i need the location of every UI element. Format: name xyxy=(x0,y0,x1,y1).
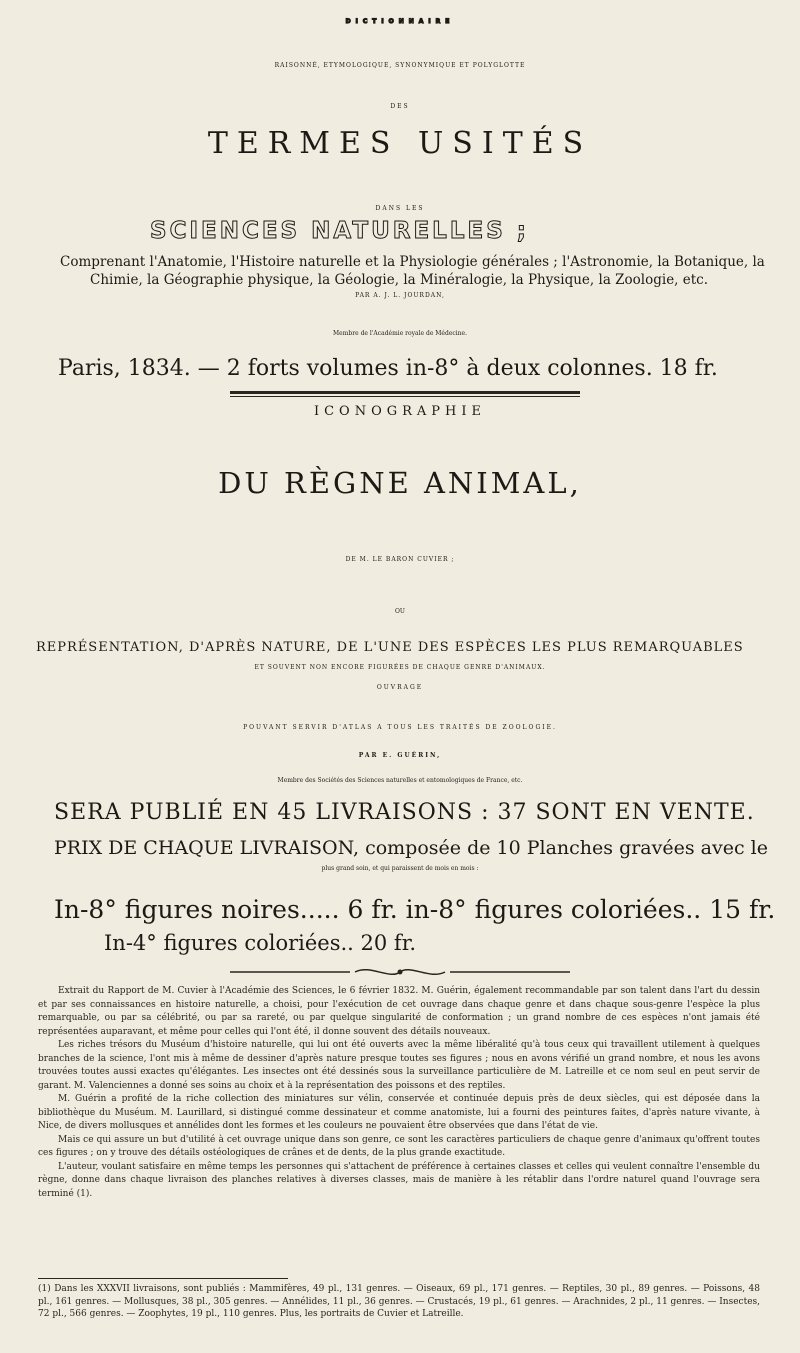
comprenant-line-2: Chimie, la Géographie physique, la Géologie, la Minéralogie, la Physique, la Zoologie, etc. xyxy=(90,272,709,288)
report-paragraph: M. Guérin a profité de la riche collection des miniatures sur vélin, conservée et continuée depuis près de deux siècles, qui est déposée dans la bibliothèque du Muséum. M. Laurillard, si distingué comme dessinateur et comme anatomiste, lui a fourni des peintures faites, d'après nature vivante, à Nice, de divers mollusques et annélides dont les formes et les couleurs ne pouvaient être observées que dans l'état de vie. xyxy=(38,1094,760,1131)
representation-line-2: ET SOUVENT NON ENCORE FIGURÉES DE CHAQUE GENRE D'ANIMAUX. xyxy=(254,664,546,671)
price-line-2: plus grand soin, et qui paraissent de mois en mois : xyxy=(321,865,479,872)
des-label: DES xyxy=(390,103,410,110)
author-guerin: PAR E. GUÉRIN, xyxy=(358,752,442,759)
dictionnaire-heading: DICTIONNAIRE xyxy=(345,18,455,25)
publication-info: Paris, 1834. — 2 forts volumes in-8° à deux colonnes. 18 fr. xyxy=(58,356,718,381)
iconographie-title: ICONOGRAPHIE xyxy=(313,404,487,419)
comprenant-line-1: Comprenant l'Anatomie, l'Histoire naturelle et la Physiologie générales ; l'Astronomie, la Botanique, la xyxy=(60,254,765,270)
footnote-rule xyxy=(38,1278,288,1279)
report-paragraph: L'auteur, voulant satisfaire en même temps les personnes qui s'attachent de préférence à certaines classes et celles qui veulent connaître l'ensemble du règne, donne dans chaque livraison des planches relatives à diverses classes, mais de manière à les rétablir dans l'ordre naturel quand l'ouvrage sera terminé (1). xyxy=(38,1161,760,1199)
dictionnaire-subtitle: RAISONNÉ, ETYMOLOGIQUE, SYNONYMIQUE ET POLYGLOTTE xyxy=(274,62,526,69)
pouvant-servir-line: POUVANT SERVIR D'ATLAS A TOUS LES TRAITÉS DE ZOOLOGIE. xyxy=(243,724,557,731)
author-membership: Membre de l'Académie royale de Médecine. xyxy=(333,330,467,337)
price-line-1: PRIX DE CHAQUE LIVRAISON, composée de 10 Planches gravées avec le xyxy=(54,837,768,859)
report-extract xyxy=(38,985,760,1201)
regne-animal-title: DU RÈGNE ANIMAL, xyxy=(218,466,582,500)
report-paragraph: Mais ce qui assure un but d'utilité à cet ouvrage unique dans son genre, ce sont les caractères particuliers de chaque genre d'animaux qu'offrent toutes ces figures ; on y trouve des détails ostéologiques de crânes et de dents, de la plus grande exactitude. xyxy=(38,1134,760,1158)
publication-series-line: SERA PUBLIÉ EN 45 LIVRAISONS : 37 SONT EN VENTE. xyxy=(54,800,755,825)
footnote: (1) Dans les XXXVII livraisons, sont publiés : Mammifères, 49 pl., 131 genres. — Oiseaux, 69 pl., 171 genres. — Reptiles, 30 pl., 89 genres. — Poissons, 48 pl., 161 genres. — Mollusques, 38 pl., 305 genres. — Annélides, 11 pl., 36 genres. — Crustacés, 19 pl., 61 genres. — Arachnides, 2 pl., 11 genres. — Insectes, 72 pl., 566 genres. — Zoophytes, 19 pl., 110 genres. Plus, les portraits de Cuvier et Latreille. xyxy=(38,1284,761,1319)
guerin-membership: Membre des Sociétés des Sciences naturelles et entomologiques de France, etc. xyxy=(277,777,523,784)
representation-line-1: REPRÉSENTATION, D'APRÈS NATURE, DE L'UNE DES ESPÈCES LES PLUS REMARQUABLES xyxy=(36,640,744,655)
report-paragraph: Les riches trésors du Muséum d'histoire naturelle, qui lui ont été ouverts avec la même libéralité qu'à tous ceux qui travaillent utilement à quelques branches de la science, l'ont mis à même de dessiner d'après nature presque toutes ses figures ; nous en avons vérifié un grand nombre, et nous les avons trouvées toutes aussi exactes qu'élégantes. Les insectes ont été dessinés sous la surveillance particulière de M. Latreille et ce nom seul en peut servir de garant. M. Valenciennes a donné ses soins au choix et à la représentation des poissons et des reptiles. xyxy=(38,1040,760,1091)
author-jourdan: PAR A. J. L. JOURDAN, xyxy=(355,292,445,299)
ouvrage-heading: OUVRAGE xyxy=(376,684,424,691)
section-divider-thin xyxy=(230,396,580,397)
section-divider xyxy=(230,391,580,394)
price-in8: In-8° figures noires..... 6 fr. in-8° figures coloriées.. 15 fr. xyxy=(54,895,776,924)
ou-label: OU xyxy=(395,608,405,615)
baron-cuvier-line: DE M. LE BARON CUVIER ; xyxy=(345,556,455,563)
ornament-divider-icon xyxy=(230,966,570,978)
price-in4: In-4° figures coloriées.. 20 fr. xyxy=(104,931,417,955)
report-paragraph: Extrait du Rapport de M. Cuvier à l'Académie des Sciences, le 6 février 1832. M. Guérin, également recommandable par son talent dans l'art du dessin et par ses connaissances en histoire naturelle, a choisi, pour l'exécution de cet ouvrage dans chaque genre et dans chaque sous-genre l'espèce la plus remarquable, ou par sa célébrité, ou par sa rareté, ou par quelque singularité de conformation ; un grand nombre de ces espèces n'ont jamais été représentées auparavant, et même pour celles qui l'ont été, il donne souvent des détails nouveaux. xyxy=(38,986,760,1037)
dans-les-label: DANS LES xyxy=(375,205,425,212)
termes-usites-title: TERMES USITÉS xyxy=(207,126,593,161)
sciences-naturelles-heading: SCIENCES NATURELLES ; xyxy=(150,218,529,244)
